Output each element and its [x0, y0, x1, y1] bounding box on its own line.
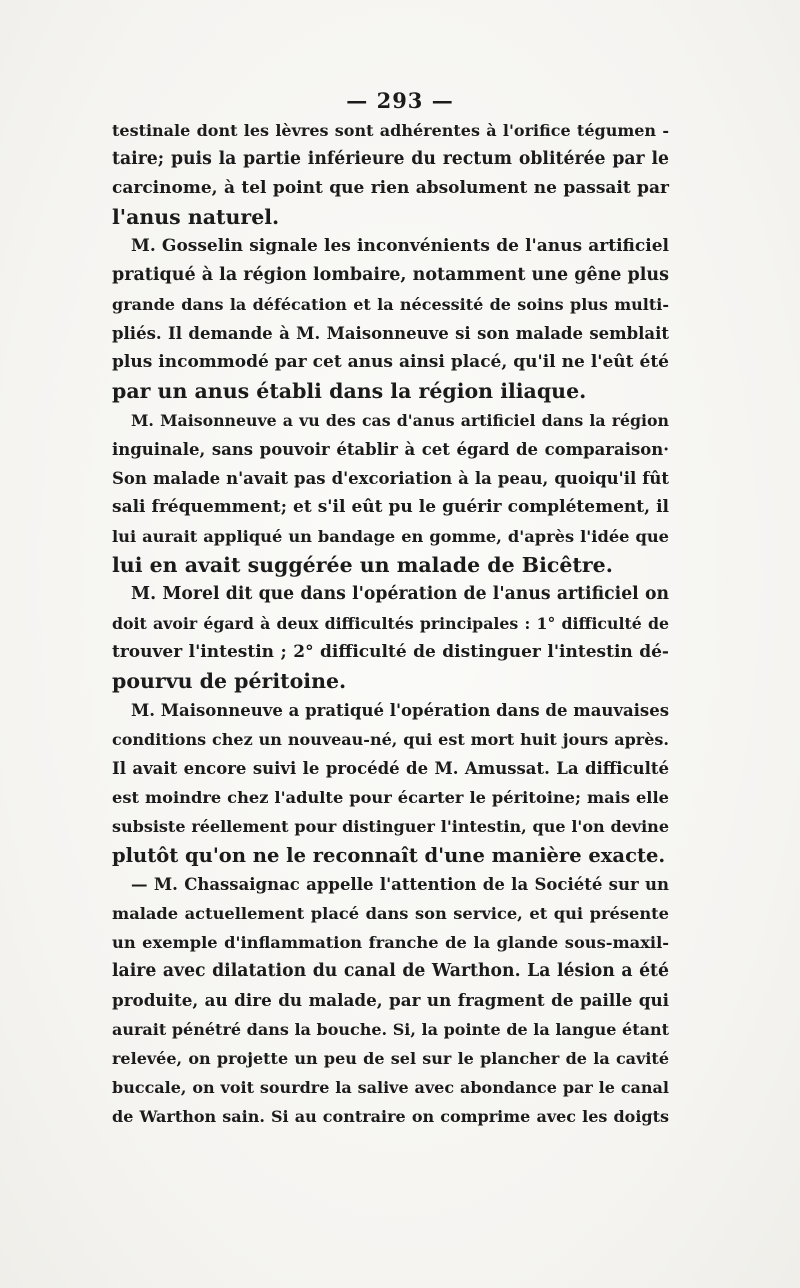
text-line: carcinome, à tel point que rien absolument ne passait par	[112, 178, 669, 198]
text-line: conditions chez un nouveau-né, qui est mort huit jours après.	[112, 730, 669, 749]
text-line: lui en avait suggérée un malade de Bicêtre.	[112, 553, 613, 577]
text-line: l'anus naturel.	[112, 205, 280, 229]
page-number: — 293 —	[346, 88, 454, 113]
text-line: pourvu de péritoine.	[112, 669, 347, 693]
text-line: relevée, on projette un peu de sel sur le plancher de la cavité	[112, 1049, 669, 1068]
text-line: M. Maisonneuve a pratiqué l'opération dans de mauvaises	[131, 701, 669, 720]
text-line: buccale, on voit sourdre la salive avec abondance par le canal	[112, 1078, 669, 1097]
text-line: laire avec dilatation du canal de Warthon. La lésion a été	[112, 961, 669, 981]
text-line: M. Maisonneuve a vu des cas d'anus artificiel dans la région	[131, 411, 669, 430]
text-line: par un anus établi dans la région iliaque.	[112, 379, 587, 403]
text-line: aurait pénétré dans la bouche. Si, la pointe de la langue étant	[112, 1020, 669, 1039]
text-line: Son malade n'avait pas d'excoriation à la peau, quoiqu'il fût	[112, 469, 669, 488]
text-line: M. Morel dit que dans l'opération de l'anus artificiel on	[131, 584, 669, 604]
text-line: malade actuellement placé dans son service, et qui présente	[112, 904, 669, 923]
text-line: M. Gosselin signale les inconvénients de l'anus artificiel	[131, 236, 669, 256]
text-line: sali fréquemment; et s'il eût pu le guérir complétement, il	[112, 497, 669, 517]
text-line: subsiste réellement pour distinguer l'intestin, que l'on devine	[112, 817, 669, 836]
text-line: produite, au dire du malade, par un fragment de paille qui	[112, 990, 669, 1010]
text-line: inguinale, sans pouvoir établir à cet égard de comparaison·	[112, 440, 669, 459]
text-line: doit avoir égard à deux difficultés principales : 1° difficulté de	[112, 614, 669, 633]
body-text	[112, 116, 669, 1131]
text-line: taire; puis la partie inférieure du rectum oblitérée par le	[112, 149, 669, 169]
text-line: est moindre chez l'adulte pour écarter le péritoine; mais elle	[112, 788, 669, 807]
text-line: grande dans la défécation et la nécessité de soins plus multi-	[112, 295, 669, 314]
text-line: un exemple d'inflammation franche de la glande sous-maxil-	[112, 933, 669, 952]
text-line: pliés. Il demande à M. Maisonneuve si son malade semblait	[112, 324, 669, 343]
text-line: plus incommodé par cet anus ainsi placé, qu'il ne l'eût été	[112, 352, 669, 372]
text-line: Il avait encore suivi le procédé de M. Amussat. La difficulté	[112, 759, 669, 778]
text-line: lui aurait appliqué un bandage en gomme, d'après l'idée que	[112, 527, 669, 546]
text-line: — M. Chassaignac appelle l'attention de la Société sur un	[131, 875, 669, 894]
text-line: plutôt qu'on ne le reconnaît d'une manière exacte.	[112, 844, 666, 867]
text-line: testinale dont les lèvres sont adhérentes à l'orifice tégumen -	[112, 121, 669, 140]
text-line: pratiqué à la région lombaire, notamment une gêne plus	[112, 265, 669, 285]
text-line: de Warthon sain. Si au contraire on comprime avec les doigts	[112, 1107, 669, 1126]
text-line: trouver l'intestin ; 2° difficulté de distinguer l'intestin dé-	[112, 642, 669, 662]
